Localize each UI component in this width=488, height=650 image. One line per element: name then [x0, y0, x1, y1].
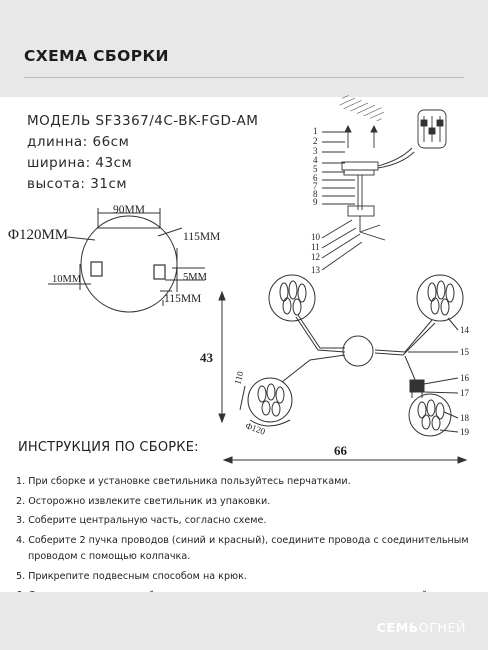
page-title: СХЕМА СБОРКИ	[24, 47, 169, 65]
shade-right-label: 115MM	[183, 231, 221, 243]
shade-top-right	[417, 275, 463, 321]
instruction-step: 1. При сборке и установке светильника пользуйтесь перчатками.	[16, 476, 351, 487]
parts-diagram	[322, 94, 446, 270]
shade-left-small-label: 10MM	[52, 274, 82, 285]
part-number: 7	[313, 181, 318, 191]
part-number: 15	[460, 347, 469, 357]
parts-numbers	[311, 126, 321, 275]
part-number: 1	[313, 126, 318, 136]
fixture-height-label: 43	[200, 350, 213, 365]
brand-logo	[377, 620, 466, 635]
fixture-drawing	[219, 275, 466, 463]
shade-diameter-label: Φ120MM	[8, 227, 69, 243]
shade-outline	[81, 216, 177, 312]
shade-bottom-right	[409, 394, 451, 436]
part-number: 2	[313, 136, 318, 146]
part-number: 11	[311, 242, 320, 252]
instructions-title: ИНСТРУКЦИЯ ПО СБОРКЕ:	[18, 440, 199, 455]
spec-width: ширина: 43см	[27, 155, 133, 171]
fixture-width-label: 66	[334, 443, 347, 458]
part-number: 9	[313, 197, 318, 207]
instruction-step: 5. Прикрепите подвесным способом на крюк.	[16, 570, 247, 582]
instruction-step: 3. Соберите центральную часть, согласно схеме.	[16, 515, 267, 527]
shade-dim-120: Φ120	[244, 420, 267, 437]
part-number: 5	[313, 164, 318, 174]
instruction-step: проводом с помощью колпачка.	[28, 550, 191, 562]
part-number: 13	[311, 265, 320, 275]
part-number: 3	[313, 146, 318, 156]
brand-bold: СЕМЬ	[376, 620, 419, 635]
part-number: 17	[460, 388, 469, 398]
shade-width-label: 90MM	[113, 204, 145, 216]
shade-bottom-right-label: 115MM	[164, 293, 202, 305]
instructions-list	[16, 472, 476, 606]
spec-height: высота: 31см	[27, 176, 128, 192]
center-ball	[343, 336, 373, 366]
part-number: 8	[313, 189, 318, 199]
spec-length: длинна: 66см	[27, 134, 130, 150]
shade-top-left	[269, 275, 315, 321]
brand-rest: ОГНЕЙ	[418, 620, 466, 635]
part-number: 6	[313, 173, 318, 183]
shade-dim-110: 110	[232, 370, 246, 386]
part-number: 16	[460, 373, 469, 383]
part-number: 12	[311, 252, 320, 262]
shade-right-small-label: 5MM	[183, 272, 207, 283]
part-number: 10	[311, 232, 320, 242]
shade-bottom-left	[240, 378, 292, 426]
spec-model: МОДЕЛЬ SF3367/4C-BK-FGD-AM	[27, 113, 259, 129]
instruction-step: 4. Соберите 2 пучка проводов (синий и красный), соедините провода с соединительным	[16, 535, 469, 547]
part-number: 19	[460, 427, 469, 437]
part-number: 4	[313, 155, 318, 165]
part-number: 14	[460, 325, 469, 335]
instruction-step: 2. Осторожно извлеките светильник из упаковки.	[16, 495, 271, 507]
fixture-numbers	[460, 325, 470, 437]
part-number: 18	[460, 413, 469, 423]
